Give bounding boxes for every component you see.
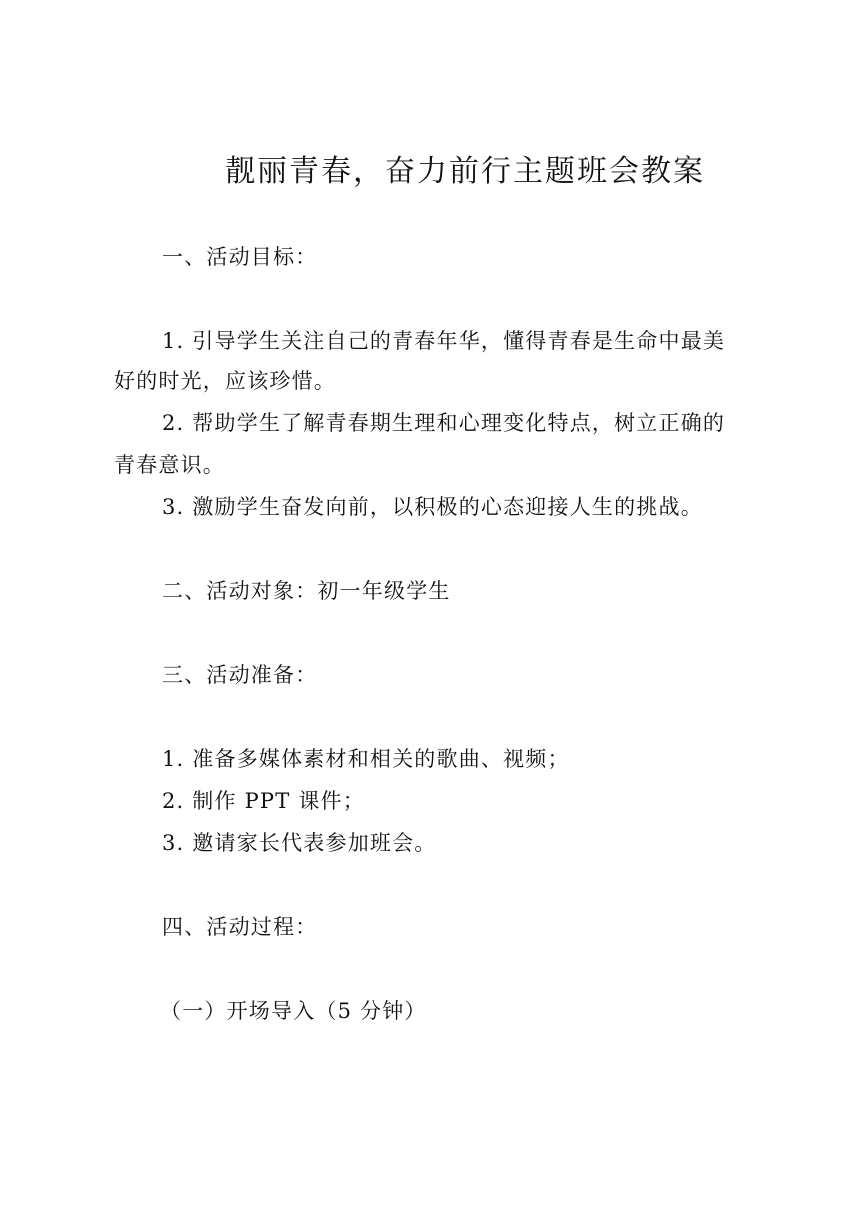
section-heading-goals: 一、活动目标： xyxy=(162,245,318,269)
section-heading-preparation: 三、活动准备： xyxy=(162,663,318,687)
preparation-item-1: 1. 准备多媒体素材和相关的歌曲、视频； xyxy=(162,747,570,771)
section-heading-process: 四、活动过程： xyxy=(162,915,318,939)
goal-1-line-2: 好的时光，应该珍惜。 xyxy=(114,369,336,393)
preparation-item-3: 3. 邀请家长代表参加班会。 xyxy=(162,831,437,855)
document-title: 靓丽青春，奋力前行主题班会教案 xyxy=(225,154,705,189)
section-heading-audience: 二、活动对象：初一年级学生 xyxy=(162,579,451,603)
goal-1-line-1: 1. 引导学生关注自己的青春年华，懂得青春是生命中最美 xyxy=(162,329,726,353)
goal-2-line-2: 青春意识。 xyxy=(114,453,225,477)
goal-3-line-1: 3. 激励学生奋发向前，以积极的心态迎接人生的挑战。 xyxy=(162,495,703,519)
step-heading-opening: （一）开场导入（5 分钟） xyxy=(160,999,427,1023)
preparation-item-2: 2. 制作 PPT 课件； xyxy=(162,789,365,813)
goal-2-line-1: 2. 帮助学生了解青春期生理和心理变化特点，树立正确的 xyxy=(162,411,726,435)
